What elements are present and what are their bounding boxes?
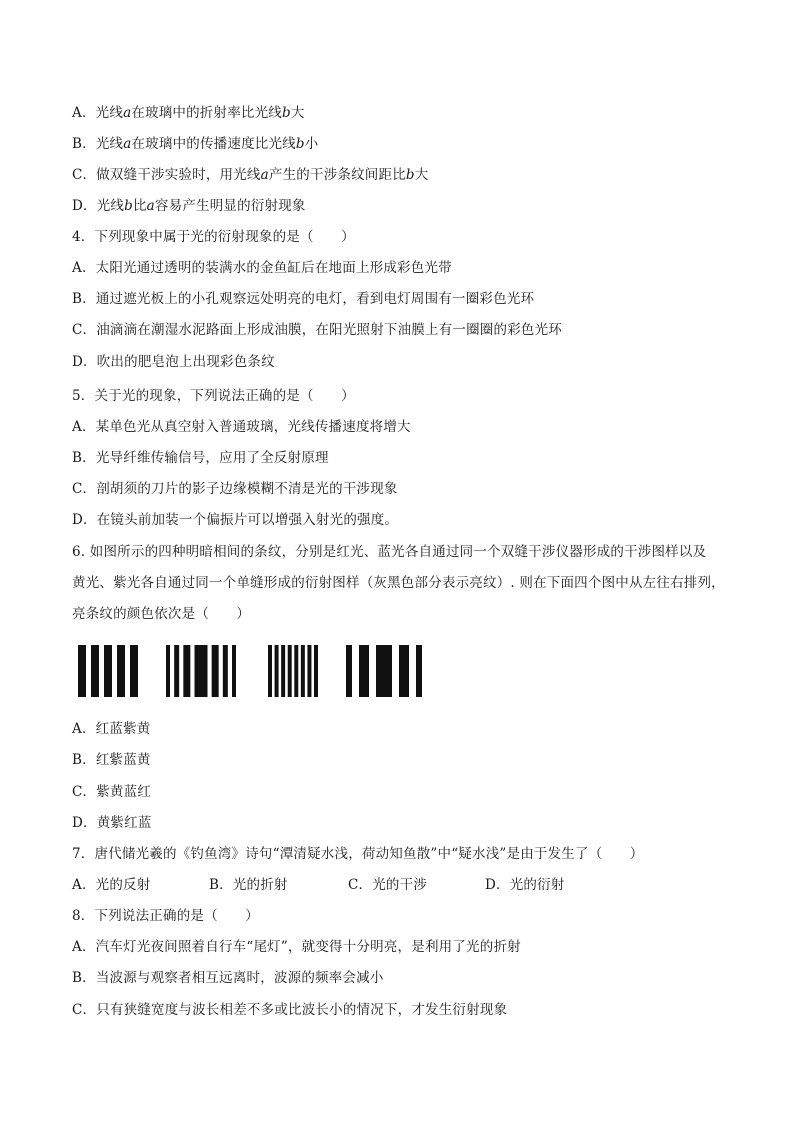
q4-option-d: D．吹出的肥皂泡上出现彩色条纹 <box>72 354 275 370</box>
q3-option-b: B．光线a在玻璃中的传播速度比光线b小 <box>72 136 319 152</box>
q6-stem-line-3: 亮条纹的颜色依次是（ ） <box>72 606 251 622</box>
fringe-bar <box>307 645 311 697</box>
fringe-bar <box>288 645 292 697</box>
fringe-bar <box>399 645 409 697</box>
fringe-bar <box>130 645 138 697</box>
q5-stem: 5．关于光的现象，下列说法正确的是（ ） <box>72 388 355 404</box>
fringe-bar <box>268 645 272 697</box>
q5-option-c: C．剖胡须的刀片的影子边缘模糊不清是光的干涉现象 <box>72 481 398 497</box>
fringe-bar <box>104 645 112 697</box>
fringe-bar <box>195 645 208 697</box>
q7-option-d: D．光的衍射 <box>485 877 565 893</box>
fringe-bar <box>117 645 125 697</box>
fringe-bar <box>294 645 298 697</box>
q8-stem: 8．下列说法正确的是（ ） <box>72 908 259 924</box>
q6-stem-line-1: 6. 如图所示的四种明暗相间的条纹，分别是红光、蓝光各自通过同一个双缝干涉仪器形成的干涉图样以及 <box>72 544 707 560</box>
q5-option-b: B．光导纤维传输信号，应用了全反射原理 <box>72 450 329 466</box>
q5-option-d: D．在镜头前加装一个偏振片可以增强入射光的强度。 <box>72 512 399 528</box>
fringe-bar <box>78 645 86 697</box>
fringe-pattern-4 <box>346 645 422 697</box>
q6-option-d: D．黄紫红蓝 <box>72 815 152 831</box>
fringe-bar <box>416 645 422 697</box>
fringe-bar <box>281 645 285 697</box>
fringe-bar <box>223 645 228 697</box>
q7-options-row <box>72 876 632 894</box>
fringe-bar <box>314 645 318 697</box>
q8-option-a: A．汽车灯光夜间照着自行车“尾灯”，就变得十分明亮，是利用了光的折射 <box>72 939 521 955</box>
fringe-bar <box>232 645 236 697</box>
fringe-pattern-2 <box>166 645 236 697</box>
fringe-pattern-1 <box>78 645 138 697</box>
fringe-pattern-3 <box>268 645 318 697</box>
fringe-bar <box>346 645 352 697</box>
q4-option-a: A．太阳光通过透明的装满水的金鱼缸后在地面上形成彩色光带 <box>72 260 452 276</box>
q3-option-a: A．光线a在玻璃中的折射率比光线b大 <box>72 105 305 121</box>
fringe-bar <box>166 645 170 697</box>
q8-option-b: B．当波源与观察者相互远离时，波源的频率会减小 <box>72 970 384 986</box>
fringe-bar <box>301 645 305 697</box>
fringe-bar <box>275 645 279 697</box>
q3-option-c: C．做双缝干涉实验时，用光线a产生的干涉条纹间距比b大 <box>72 167 429 183</box>
fringe-bar <box>359 645 369 697</box>
fringe-bar <box>91 645 99 697</box>
q4-option-c: C．油滴滴在潮湿水泥路面上形成油膜，在阳光照射下油膜上有一圈圈的彩色光环 <box>72 322 563 338</box>
q4-option-b: B．通过遮光板上的小孔观察远处明亮的电灯，看到电灯周围有一圈彩色光环 <box>72 291 535 307</box>
q7-stem: 7．唐代储光羲的《钓鱼湾》诗句“潭清疑水浅，荷动知鱼散”中“疑水浅”是由于发生了（ ） <box>72 846 644 862</box>
fringe-bar <box>183 645 190 697</box>
fringe-bar <box>376 645 392 697</box>
q6-stem-line-2: 黄光、紫光各自通过同一个单缝形成的衍射图样（灰黑色部分表示亮纹）. 则在下面四个图中从左往右排列， <box>72 575 725 591</box>
q6-option-c: C．紫黄蓝红 <box>72 784 152 800</box>
fringe-bar <box>174 645 179 697</box>
q5-option-a: A．某单色光从真空射入普通玻璃，光线传播速度将增大 <box>72 419 411 435</box>
q7-option-b: B．光的折射 <box>209 877 288 893</box>
q7-option-c: C．光的干涉 <box>348 877 428 893</box>
q4-stem: 4．下列现象中属于光的衍射现象的是（ ） <box>72 229 355 245</box>
q3-option-d: D．光线b比a容易产生明显的衍射现象 <box>72 198 306 214</box>
q8-option-c: C．只有狭缝宽度与波长相差不多或比波长小的情况下，才发生衍射现象 <box>72 1002 508 1018</box>
q6-option-b: B．红紫蓝黄 <box>72 752 151 768</box>
q6-option-a: A．红蓝紫黄 <box>72 721 151 737</box>
fringe-patterns-figure <box>78 645 438 697</box>
q7-option-a: A．光的反射 <box>72 877 151 893</box>
fringe-bar <box>212 645 219 697</box>
